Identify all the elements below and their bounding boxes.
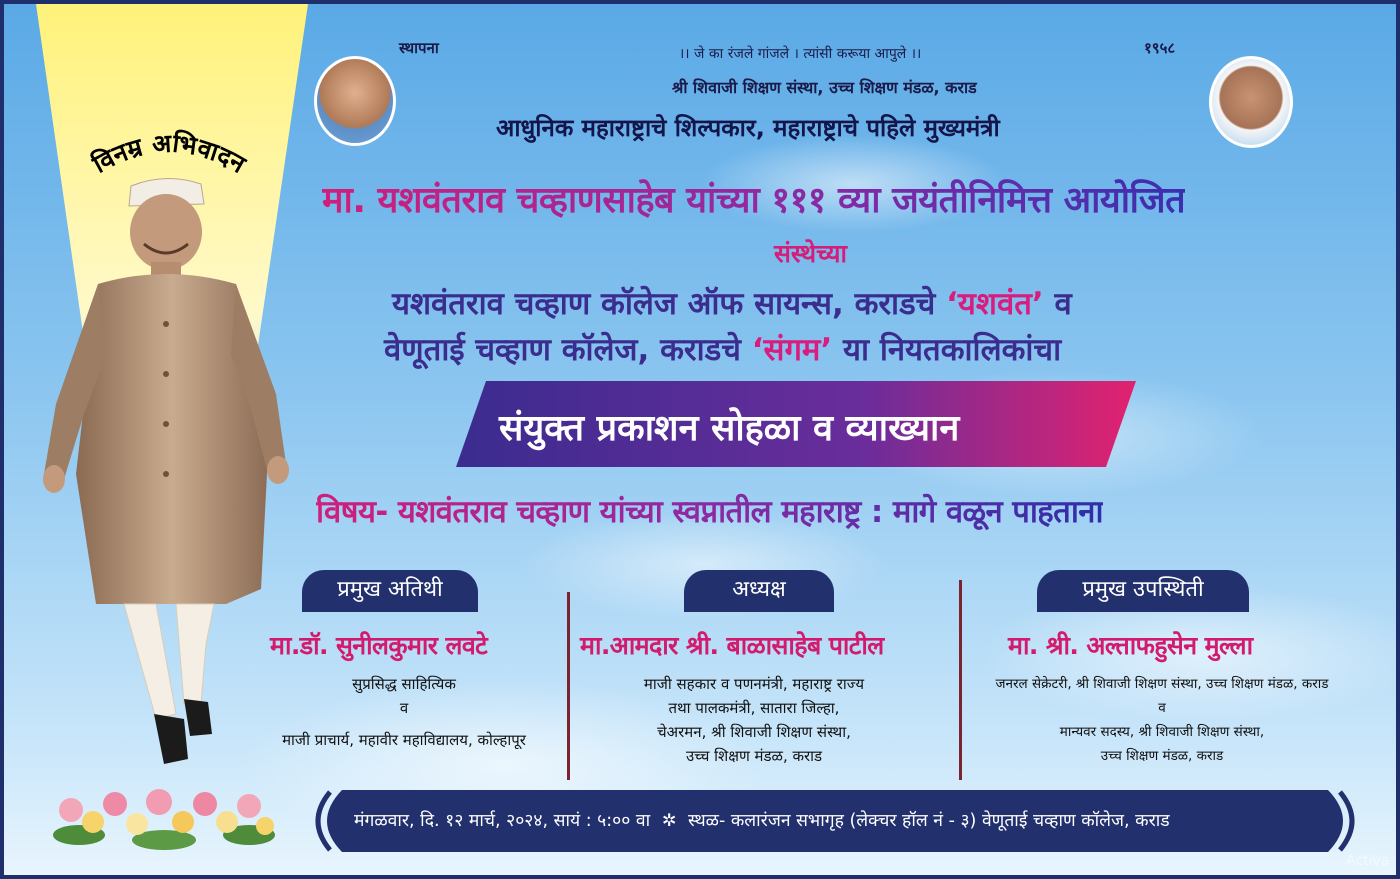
chief-guest-details xyxy=(244,672,564,752)
magazine-line-1-prefix: यशवंतराव चव्हाण कॉलेज ऑफ सायन्स, कराडचे xyxy=(392,286,936,322)
role-chief-guest: प्रमुख अतिथी xyxy=(302,570,478,612)
chief-guest-detail-3: माजी प्राचार्य, महावीर महाविद्यालय, कोल्हापूर xyxy=(282,731,526,749)
event-datetime: मंगळवार, दि. १२ मार्च, २०२४, सायं : ५:०० वा xyxy=(354,811,651,831)
magazine-sangam: ‘संगम’ xyxy=(751,332,833,368)
magazine-line-2 xyxy=(384,328,1061,370)
footer-line xyxy=(354,808,1170,832)
chief-guest-name: मा.डॉ. सुनीलकुमार लवटे xyxy=(270,631,488,660)
event-venue: स्थळ- कलारंजन सभागृह (लेक्चर हॉल नं - ३) वेणूताई चव्हाण कॉलेज, कराड xyxy=(688,811,1170,831)
column-divider-2 xyxy=(959,580,962,780)
founder-portrait-right xyxy=(1209,56,1293,148)
magazine-yashwant: ‘यशवंत’ xyxy=(946,286,1044,322)
institution-name: श्री शिवाजी शिक्षण संस्था, उच्च शिक्षण मंडळ, कराड xyxy=(672,78,977,97)
chief-guest-detail-2: व xyxy=(399,699,409,717)
founding-year: १९५८ xyxy=(1144,39,1176,57)
magazine-line-1 xyxy=(392,282,1072,324)
president-details xyxy=(584,672,924,768)
special-presence-name: मा. श्री. अल्ताफहुसेन मुल्ला xyxy=(1008,631,1253,660)
president-name: मा.आमदार श्री. बाळासाहेब पाटील xyxy=(580,631,884,660)
president-detail-4: उच्च शिक्षण मंडळ, कराड xyxy=(685,747,823,765)
role-special-presence: प्रमुख उपस्थिती xyxy=(1037,570,1249,612)
sub-heading: आधुनिक महाराष्ट्राचे शिल्पकार, महाराष्ट्राचे पहिले मुख्यमंत्री xyxy=(496,114,1000,142)
president-detail-1: माजी सहकार व पणनमंत्री, महाराष्ट्र राज्य xyxy=(643,675,865,693)
motto: ।। जे का रंजले गांजले । त्यांसी करूया आपुले ।। xyxy=(679,46,922,62)
founder-portrait-left xyxy=(314,56,396,146)
special-presence-detail-4: उच्च शिक्षण मंडळ, कराड xyxy=(1100,748,1224,764)
special-presence-detail-3: मान्यवर सदस्य, श्री शिवाजी शिक्षण संस्था, xyxy=(1059,724,1265,740)
role-president: अध्यक्ष xyxy=(684,570,834,612)
special-presence-detail-1: जनरल सेक्रेटरी, श्री शिवाजी शिक्षण संस्था, उच्च शिक्षण मंडळ, कराड xyxy=(995,676,1329,692)
president-detail-2: तथा पालकमंत्री, सातारा जिल्हा, xyxy=(668,699,840,717)
special-presence-detail-2: व xyxy=(1158,700,1166,716)
flower-decoration xyxy=(49,780,279,862)
magazine-line-2-suffix: या नियतकालिकांचा xyxy=(843,332,1062,368)
activation-watermark: Activa xyxy=(1346,853,1390,869)
banner-text: संयुक्त प्रकाशन सोहळा व व्याख्यान xyxy=(499,408,960,449)
main-title: मा. यशवंतराव चव्हाणसाहेब यांच्या १११ व्या जयंतीनिमित्त आयोजित xyxy=(322,174,1185,223)
chief-guest-detail-1: सुप्रसिद्ध साहित्यिक xyxy=(352,675,456,693)
magazine-line-1-suffix: व xyxy=(1054,286,1072,322)
special-presence-details xyxy=(966,672,1358,768)
established-label: स्थापना xyxy=(399,39,439,57)
magazine-line-2-prefix: वेणूताई चव्हाण कॉलेज, कराडचे xyxy=(384,332,741,368)
column-divider-1 xyxy=(567,592,570,780)
subject-line: विषय- यशवंतराव चव्हाण यांच्या स्वप्नातील महाराष्ट्र : मागे वळून पाहताना xyxy=(316,490,1103,532)
svg-text:विनम्र अभिवादन xyxy=(87,128,251,179)
president-detail-3: चेअरमन, श्री शिवाजी शिक्षण संस्था, xyxy=(657,723,851,741)
event-poster xyxy=(4,4,1396,875)
title-sub: संस्थेच्या xyxy=(774,239,847,268)
footer-separator-icon: ✲ xyxy=(661,811,677,831)
greeting-text: विनम्र अभिवादन xyxy=(87,128,251,179)
